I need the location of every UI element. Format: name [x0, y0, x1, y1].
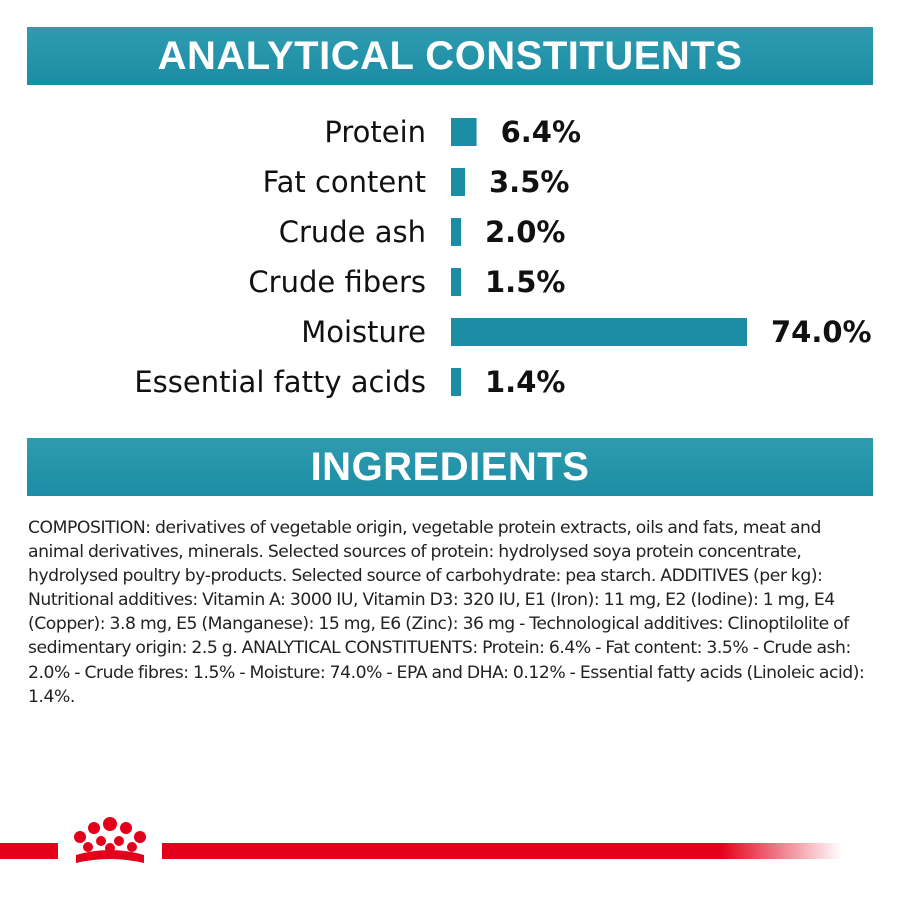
brand-stripe-right — [162, 843, 842, 859]
brand-footer — [0, 815, 900, 875]
bar-fat-content — [451, 168, 465, 196]
crown-icon — [74, 817, 146, 863]
ingredients-banner — [27, 438, 873, 496]
bar-crude-fibers — [451, 268, 461, 296]
value-label-fat-content: 3.5% — [489, 165, 570, 199]
value-label-crude-fibers: 1.5% — [485, 265, 566, 299]
value-label-moisture: 74.0% — [771, 315, 872, 349]
bar-moisture — [451, 318, 747, 346]
ingredients-composition-text: COMPOSITION: derivatives of vegetable origin, vegetable protein extracts, oils and fats, meat and animal derivatives, minerals. Selected sources of protein: hydrolysed soya protein concentrate, hydrolysed poultry by-products. Selected source of carbohydrate: pea starch. ADDITIVES (per kg): Nutritional additives: Vitamin A: 3000 IU, Vitamin D3: 320 IU, E1 (Iron): 11 mg, E2 (Iodine): 1 mg, E4 (Copper): 3.8 mg, E5 (Manganese): 15 mg, E6 (Zinc): 36 mg - Technological additives: Clinoptilolite of sedimentary origin: 2.5 g. ANALYTICAL CONSTITUENTS: Protein: 6.4% - Fat content: 3.5% - Crude ash: 2.0% - Crude fibres: 1.5% - Moisture: 74.0% - EPA and DHA: 0.12% - Essential fatty acids (Linoleic acid): 1.4%. — [28, 518, 865, 707]
category-label-essential-fatty-acids: Essential fatty acids — [134, 365, 426, 399]
bar-essential-fatty-acids — [451, 368, 461, 396]
value-label-crude-ash: 2.0% — [485, 215, 566, 249]
analytical-constituents-chart — [0, 100, 900, 410]
category-label-crude-ash: Crude ash — [278, 215, 426, 249]
value-label-protein: 6.4% — [500, 115, 582, 149]
category-label-moisture: Moisture — [301, 315, 426, 349]
bar-protein — [451, 118, 477, 146]
category-label-protein: Protein — [324, 115, 426, 149]
category-label-fat-content: Fat content — [262, 165, 426, 199]
analytical-constituents-banner — [27, 27, 873, 85]
brand-stripe-left — [0, 843, 58, 859]
ingredients-title: INGREDIENTS — [310, 444, 590, 489]
bar-crude-ash — [451, 218, 461, 246]
value-label-essential-fatty-acids: 1.4% — [485, 365, 566, 399]
category-label-crude-fibers: Crude fibers — [248, 265, 426, 299]
analytical-constituents-title: ANALYTICAL CONSTITUENTS — [157, 33, 743, 78]
